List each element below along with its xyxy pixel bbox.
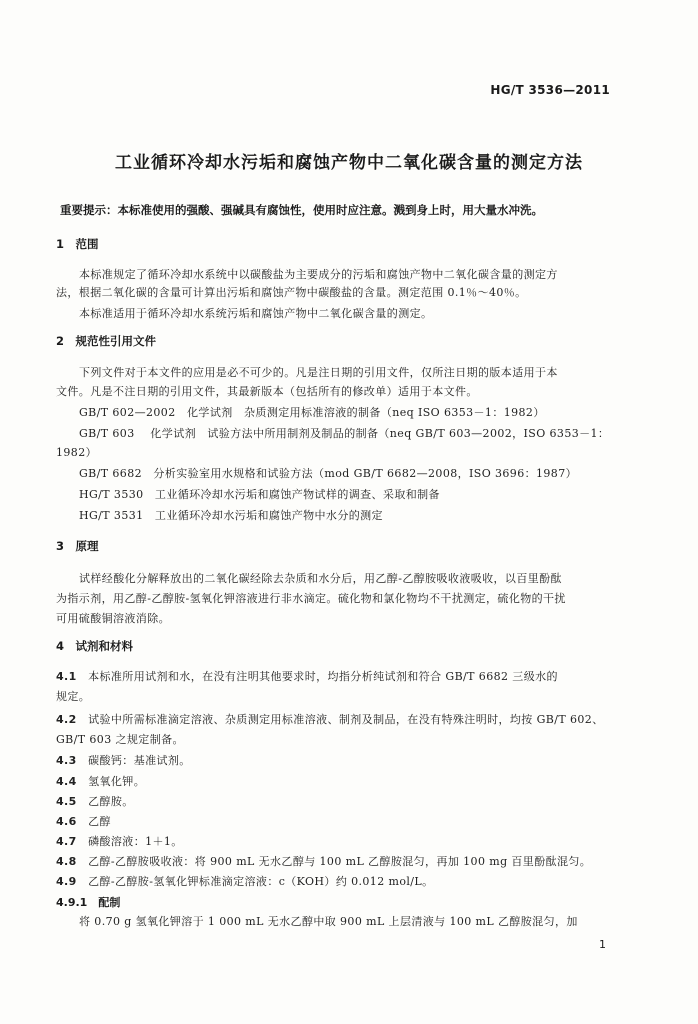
subsection-heading bbox=[56, 894, 120, 910]
item-text: 试验中所需标准滴定溶液、杂质测定用标准溶液、制剂及制品，在没有特殊注明时，均按 GB/T 602、 bbox=[88, 713, 604, 726]
document-title: 工业循环冷却水污垢和腐蚀产物中二氧化碳含量的测定方法 bbox=[115, 153, 583, 173]
section-title: 规范性引用文件 bbox=[75, 334, 157, 348]
reagent-item bbox=[56, 711, 604, 727]
reference-code: HG/T 3531 bbox=[79, 509, 144, 522]
reagent-item bbox=[56, 773, 145, 789]
principle-line: 可用硫酸铜溶液消除。 bbox=[56, 612, 170, 625]
item-text: 碳酸钙：基准试剂。 bbox=[88, 754, 191, 767]
principle-line: 试样经酸化分解释放出的二氧化碳经除去杂质和水分后，用乙醇-乙醇胺吸收液吸收，以百里酚酞 bbox=[79, 572, 562, 585]
reagent-item bbox=[56, 752, 191, 768]
preparation-text: 将 0.70 g 氢氧化钾溶于 1 000 mL 无水乙醇中取 900 mL 上层清液与 100 mL 乙醇胺混匀，加 bbox=[79, 915, 578, 928]
item-number: 4.9.1 bbox=[56, 896, 88, 909]
reagent-item bbox=[56, 793, 134, 809]
section-title: 试剂和材料 bbox=[75, 639, 134, 653]
item-text: 氢氧化钾。 bbox=[88, 775, 146, 788]
item-text: 乙醇-乙醇胺-氢氧化钾标准滴定溶液：c（KOH）约 0.012 mol/L。 bbox=[88, 875, 434, 888]
scope-paragraph-line: 本标准规定了循环冷却水系统中以碳酸盐为主要成分的污垢和腐蚀产物中二氧化碳含量的测定方 bbox=[79, 268, 558, 281]
section-4-heading bbox=[56, 638, 133, 654]
item-number: 4.9 bbox=[56, 875, 77, 888]
scope-paragraph: 本标准适用于循环冷却水系统污垢和腐蚀产物中二氧化碳含量的测定。 bbox=[79, 307, 433, 320]
reference-entry bbox=[79, 404, 545, 420]
reagent-item bbox=[56, 853, 591, 869]
reference-code: HG/T 3530 bbox=[79, 488, 144, 501]
section-title: 原理 bbox=[75, 539, 99, 553]
safety-warning: 重要提示：本标准使用的强酸、强碱具有腐蚀性，使用时应注意。溅到身上时，用大量水冲洗。 bbox=[60, 203, 543, 217]
standard-code: HG/T 3536—2011 bbox=[490, 83, 610, 97]
normative-intro-line: 文件。凡是不注日期的引用文件，其最新版本（包括所有的修改单）适用于本文件。 bbox=[56, 385, 478, 398]
reference-code: GB/T 602—2002 bbox=[79, 406, 176, 419]
reference-entry bbox=[79, 465, 577, 481]
reference-code: GB/T 6682 bbox=[79, 467, 143, 480]
reagent-item bbox=[56, 813, 111, 829]
reference-code: GB/T 603 bbox=[79, 427, 135, 440]
section-title: 范围 bbox=[75, 237, 99, 251]
reference-title: 化学试剂 杂质测定用标准溶液的制备（neq ISO 6353－1：1982） bbox=[187, 406, 545, 419]
item-number: 4.2 bbox=[56, 713, 77, 726]
item-continuation: 规定。 bbox=[56, 690, 91, 703]
normative-intro-line: 下列文件对于本文件的应用是必不可少的。凡是注日期的引用文件，仅所注日期的版本适用于本 bbox=[79, 366, 558, 379]
reference-title: 工业循环冷却水污垢和腐蚀产物中水分的测定 bbox=[154, 509, 383, 522]
reagent-item bbox=[56, 833, 183, 849]
item-text: 本标准所用试剂和水，在没有注明其他要求时，均指分析纯试剂和符合 GB/T 6682 三级水的 bbox=[88, 670, 558, 683]
item-text: 乙醇 bbox=[88, 815, 111, 828]
item-number: 4.8 bbox=[56, 855, 77, 868]
reference-title: 化学试剂 试验方法中所用制剂及制品的制备（neq GB/T 603—2002，ISO 6353－1： bbox=[150, 427, 610, 440]
reference-title: 工业循环冷却水污垢和腐蚀产物试样的调查、采取和制备 bbox=[154, 488, 440, 501]
item-number: 4.7 bbox=[56, 835, 77, 848]
item-text: 磷酸溶液：1＋1。 bbox=[88, 835, 183, 848]
item-number: 4.1 bbox=[56, 670, 77, 683]
section-1-heading bbox=[56, 236, 99, 252]
section-number: 1 bbox=[56, 237, 65, 251]
item-number: 4.5 bbox=[56, 795, 77, 808]
item-text: 乙醇胺。 bbox=[88, 795, 134, 808]
reference-continuation: 1982） bbox=[56, 446, 97, 459]
section-number: 2 bbox=[56, 334, 65, 348]
reference-entry bbox=[79, 507, 383, 523]
item-text: 乙醇-乙醇胺吸收液：将 900 mL 无水乙醇与 100 mL 乙醇胺混匀，再加 100 mg 百里酚酞混匀。 bbox=[88, 855, 592, 868]
item-number: 4.3 bbox=[56, 754, 77, 767]
reference-title: 分析实验室用水规格和试验方法（mod GB/T 6682—2008，ISO 3696：1987） bbox=[153, 467, 577, 480]
section-number: 4 bbox=[56, 639, 65, 653]
item-continuation: GB/T 603 之规定制备。 bbox=[56, 733, 184, 746]
reference-entry bbox=[79, 425, 609, 441]
section-2-heading bbox=[56, 333, 156, 349]
item-number: 4.4 bbox=[56, 775, 77, 788]
item-number: 4.6 bbox=[56, 815, 77, 828]
section-3-heading bbox=[56, 538, 99, 554]
reference-entry bbox=[79, 486, 440, 502]
subsection-title: 配制 bbox=[98, 896, 121, 909]
reagent-item bbox=[56, 873, 434, 889]
section-number: 3 bbox=[56, 539, 65, 553]
page-number: 1 bbox=[599, 938, 606, 951]
principle-line: 为指示剂，用乙醇-乙醇胺-氢氧化钾溶液进行非水滴定。硫化物和氯化物均不干扰测定，硫化物的干扰 bbox=[56, 592, 566, 605]
scope-paragraph-line: 法，根据二氧化碳的含量可计算出污垢和腐蚀产物中碳酸盐的含量。测定范围 0.1％～40％。 bbox=[56, 286, 527, 299]
reagent-item bbox=[56, 668, 558, 684]
